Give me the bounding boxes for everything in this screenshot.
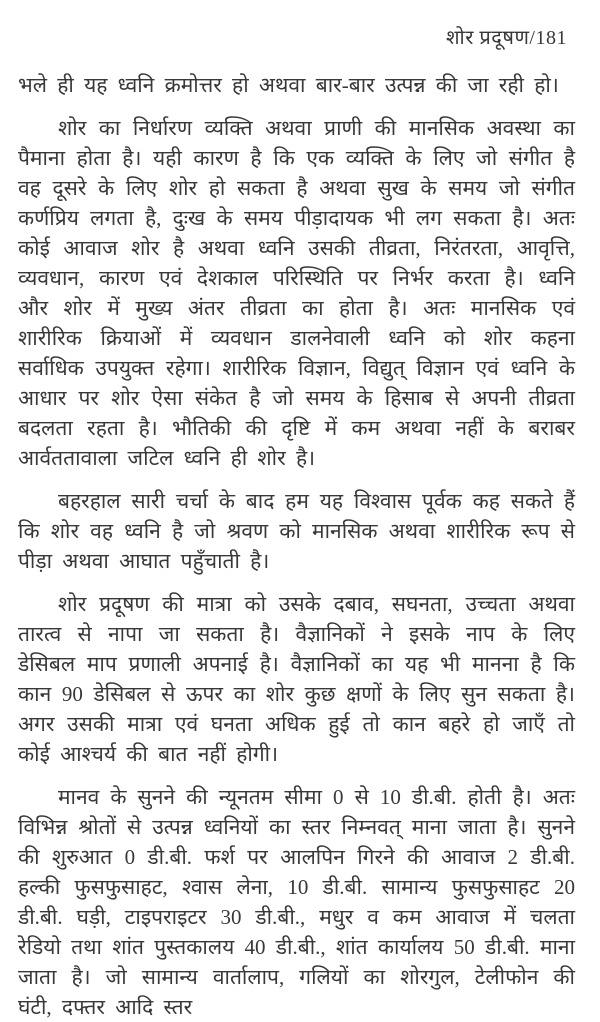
page-header: शोर प्रदूषण/181 [445, 27, 567, 49]
paragraph-decibel-measurement: शोर प्रदूषण की मात्रा को उसके दबाव, सघनता, उच्चता अथवा तारत्व से नापा जा सकता है। वैज्ञानिकों ने इसके नाप के लिए डेसिबल माप प्रणाली अपनाई है। वैज्ञानिकों का यह भी मानना है कि कान 90 डेसिबल से ऊपर का शोर कुछ क्षणों के लिए सुन सकता है। अगर उसकी मात्रा एवं घनता अधिक हुई तो कान बहरे हो जाएँ तो कोई आश्चर्य की बात नहीं होगी। [18, 592, 575, 766]
page-body [18, 70, 575, 1022]
paragraph-noise-definition: शोर का निर्धारण व्यक्ति अथवा प्राणी की मानसिक अवस्था का पैमाना होता है। यही कारण है कि एक व्यक्ति के लिए जो संगीत है वह दूसरे के लिए शोर हो सकता है अथवा सुख के समय जो संगीत कर्णप्रिय लगता है, दुःख के समय पीड़ादायक भी लग सकता है। अतः कोई आवाज शोर है अथवा ध्वनि उसकी तीव्रता, निरंतरता, आवृत्ति, व्यवधान, कारण एवं देशकाल परिस्थिति पर निर्भर करता है। ध्वनि और शोर में मुख्य अंतर तीव्रता का होता है। अतः मानसिक एवं शारीरिक क्रियाओं में व्यवधान डालनेवाली ध्वनि को शोर कहना सर्वाधिक उपयुक्त रहेगा। शारीरिक विज्ञान, विद्युत् विज्ञान एवं ध्वनि के आधार पर शोर ऐसा संकेत है जो समय के हिसाब से अपनी तीव्रता बदलता रहता है। भौतिकी की दृष्टि में कम अथवा नहीं के बराबर आर्वततावाला जटिल ध्वनि ही शोर है। [18, 116, 575, 470]
paragraph-continuation: भले ही यह ध्वनि क्रमोत्तर हो अथवा बार-बार उत्पन्न की जा रही हो। [18, 73, 559, 97]
paragraph-conclusion: बहरहाल सारी चर्चा के बाद हम यह विश्वास पूर्वक कह सकते हैं कि शोर वह ध्वनि है जो श्रवण को मानसिक अथवा शारीरिक रूप से पीड़ा अथवा आघात पहुँचाती है। [18, 489, 575, 573]
paragraph-hearing-levels: मानव के सुनने की न्यूनतम सीमा 0 से 10 डी.बी. होती है। अतः विभिन्न श्रोतों से उत्पन्न ध्वनियों का स्तर निम्नवत् माना जाता है। सुनने की शुरुआत 0 डी.बी. फर्श पर आलपिन गिरने की आवाज 2 डी.बी. हल्की फुसफुसाहट, श्वास लेना, 10 डी.बी. सामान्य फुसफुसाहट 20 डी.बी. घड़ी, टाइपराइटर 30 डी.बी., मधुर व कम आवाज में चलता रेडियो तथा शांत पुस्तकालय 40 डी.बी., शांत कार्यालय 50 डी.बी. माना जाता है। जो सामान्य वार्तालाप, गलियों का शोरगुल, टेलीफोन की घंटी, दफ्तर आदि स्तर [18, 785, 575, 1019]
